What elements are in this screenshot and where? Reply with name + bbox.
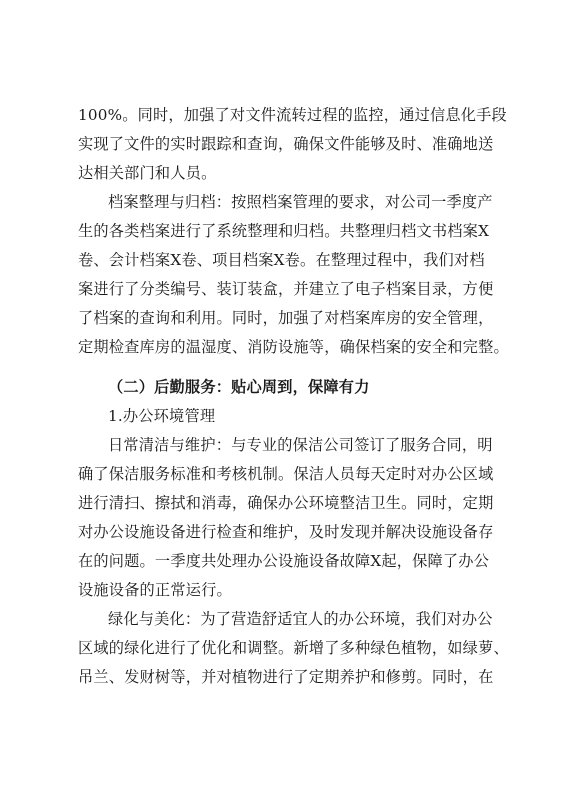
paragraph-archive-first-line: 档案整理与归档：按照档案管理的要求，对公司一季度产	[108, 193, 493, 211]
body-text-line: 设施设备的正常运行。	[78, 581, 232, 599]
subsection-heading: 1.办公环境管理	[108, 407, 216, 425]
body-text-line: 实现了文件的实时跟踪和查询，确保文件能够及时、准确地送	[78, 135, 494, 153]
body-text-line: 进行清扫、擦拭和消毒，确保办公环境整洁卫生。同时，定期	[78, 494, 494, 512]
paragraph-cleaning-first-line: 日常清洁与维护：与专业的保洁公司签订了服务合同，明	[108, 436, 493, 454]
body-text-line: 确了保洁服务标准和考核机制。保洁人员每天定时对办公区域	[78, 465, 494, 483]
body-text-line: 对办公设施设备进行检查和维护，及时发现并解决设施设备存	[78, 523, 494, 541]
section-heading: （二）后勤服务：贴心周到，保障有力	[108, 378, 370, 396]
body-text-line: 区域的绿化进行了优化和调整。新增了多种绿色植物，如绿萝、	[78, 639, 509, 657]
body-text-line: 生的各类档案进行了系统整理和归档。共整理归档文书档案X	[78, 222, 490, 240]
body-text-line: 了档案的查询和利用。同时，加强了对档案库房的安全管理，	[78, 309, 494, 327]
body-text-line: 定期检查库房的温湿度、消防设施等，确保档案的安全和完整。	[78, 338, 509, 356]
body-text-line: 达相关部门和人员。	[78, 164, 217, 182]
body-text-line: 在的问题。一季度共处理办公设施设备故障X起，保障了办公	[78, 552, 490, 570]
body-text-line: 100%。同时，加强了对文件流转过程的监控，通过信息化手段	[78, 106, 507, 124]
body-text-line: 卷、会计档案X卷、项目档案X卷。在整理过程中，我们对档	[78, 251, 485, 269]
body-text-line: 吊兰、发财树等，并对植物进行了定期养护和修剪。同时，在	[78, 668, 494, 686]
body-text-line: 案进行了分类编号、装订装盒，并建立了电子档案目录，方便	[78, 280, 494, 298]
paragraph-greening-first-line: 绿化与美化：为了营造舒适宜人的办公环境，我们对办公	[108, 610, 493, 628]
